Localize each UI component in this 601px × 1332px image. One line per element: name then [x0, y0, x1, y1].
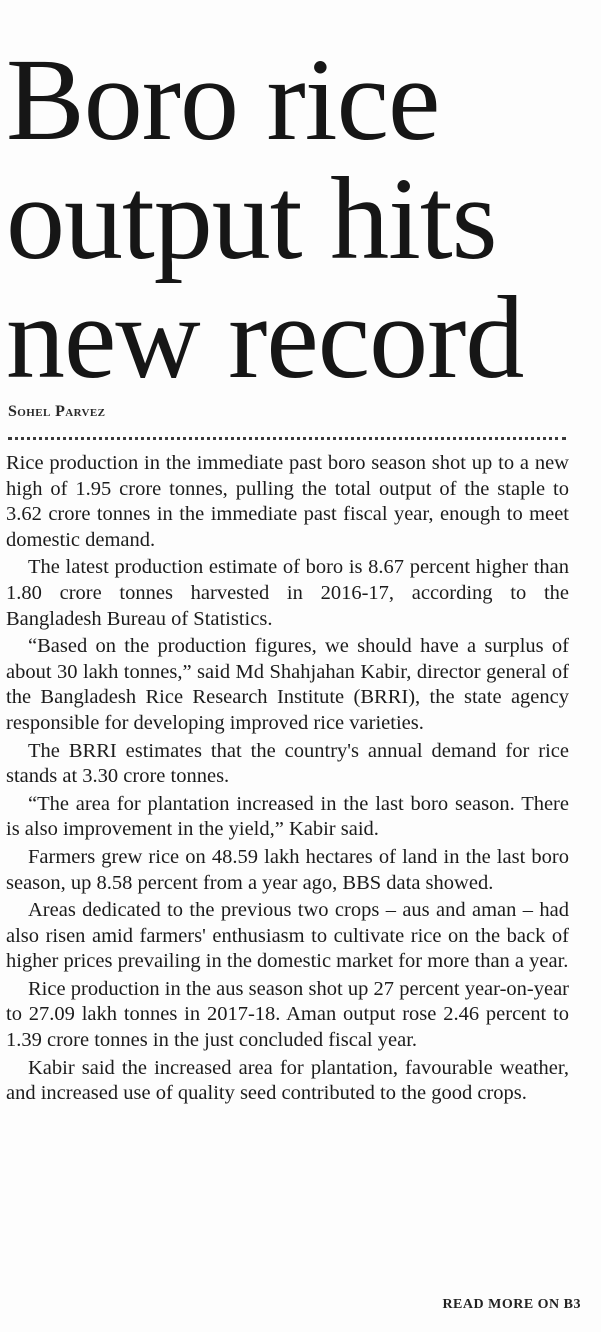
headline — [6, 34, 596, 403]
paragraph-9: Kabir said the increased area for plantation, favourable weather, and increased use of quality seed contributed to the good crops. — [6, 1056, 569, 1105]
paragraph-8: Rice production in the aus season shot up 27 percent year-on-year to 27.09 lakh tonnes in 2017-18. Aman output rose 2.46 percent to 1.39 crore tonnes in the just concluded fiscal year. — [6, 977, 569, 1052]
paragraph-2: The latest production estimate of boro is 8.67 percent higher than 1.80 crore tonnes harvested in 2016-17, according to the Bangladesh Bureau of Statistics. — [6, 556, 569, 630]
headline-line-2: output hits — [6, 153, 497, 284]
read-more-link[interactable]: READ MORE ON B3 — [442, 1297, 581, 1312]
paragraph-5: “The area for plantation increased in the last boro season. There is also improvement in the yield,” Kabir said. — [6, 792, 569, 841]
paragraph-7: Areas dedicated to the previous two crops – aus and aman – had also risen amid farmers' enthusiasm to cultivate rice on the back of higher prices prevailing in the domestic market for more than a year. — [6, 899, 569, 973]
headline-line-1: Boro rice — [6, 34, 440, 165]
byline: Sohel Parvez — [8, 403, 106, 420]
paragraph-6: Farmers grew rice on 48.59 lakh hectares of land in the last boro season, up 8.58 percent from a year ago, BBS data showed. — [6, 845, 569, 894]
headline-line-3: new record — [6, 272, 524, 403]
paragraph-1: Rice production in the immediate past boro season shot up to a new high of 1.95 crore tonnes, pulling the total output of the staple to 3.62 crore tonnes in the immediate past fiscal year, enough to meet domestic demand. — [6, 452, 569, 551]
dotted-divider — [8, 437, 566, 440]
paragraph-3: “Based on the production figures, we should have a surplus of about 30 lakh tonnes,” said Md Shahjahan Kabir, director general of the Bangladesh Rice Research Institute (BRRI), the state agency responsible for developing improved rice varieties. — [6, 635, 569, 734]
article-body — [6, 451, 569, 1109]
paragraph-4: The BRRI estimates that the country's annual demand for rice stands at 3.30 crore tonnes. — [6, 739, 569, 788]
